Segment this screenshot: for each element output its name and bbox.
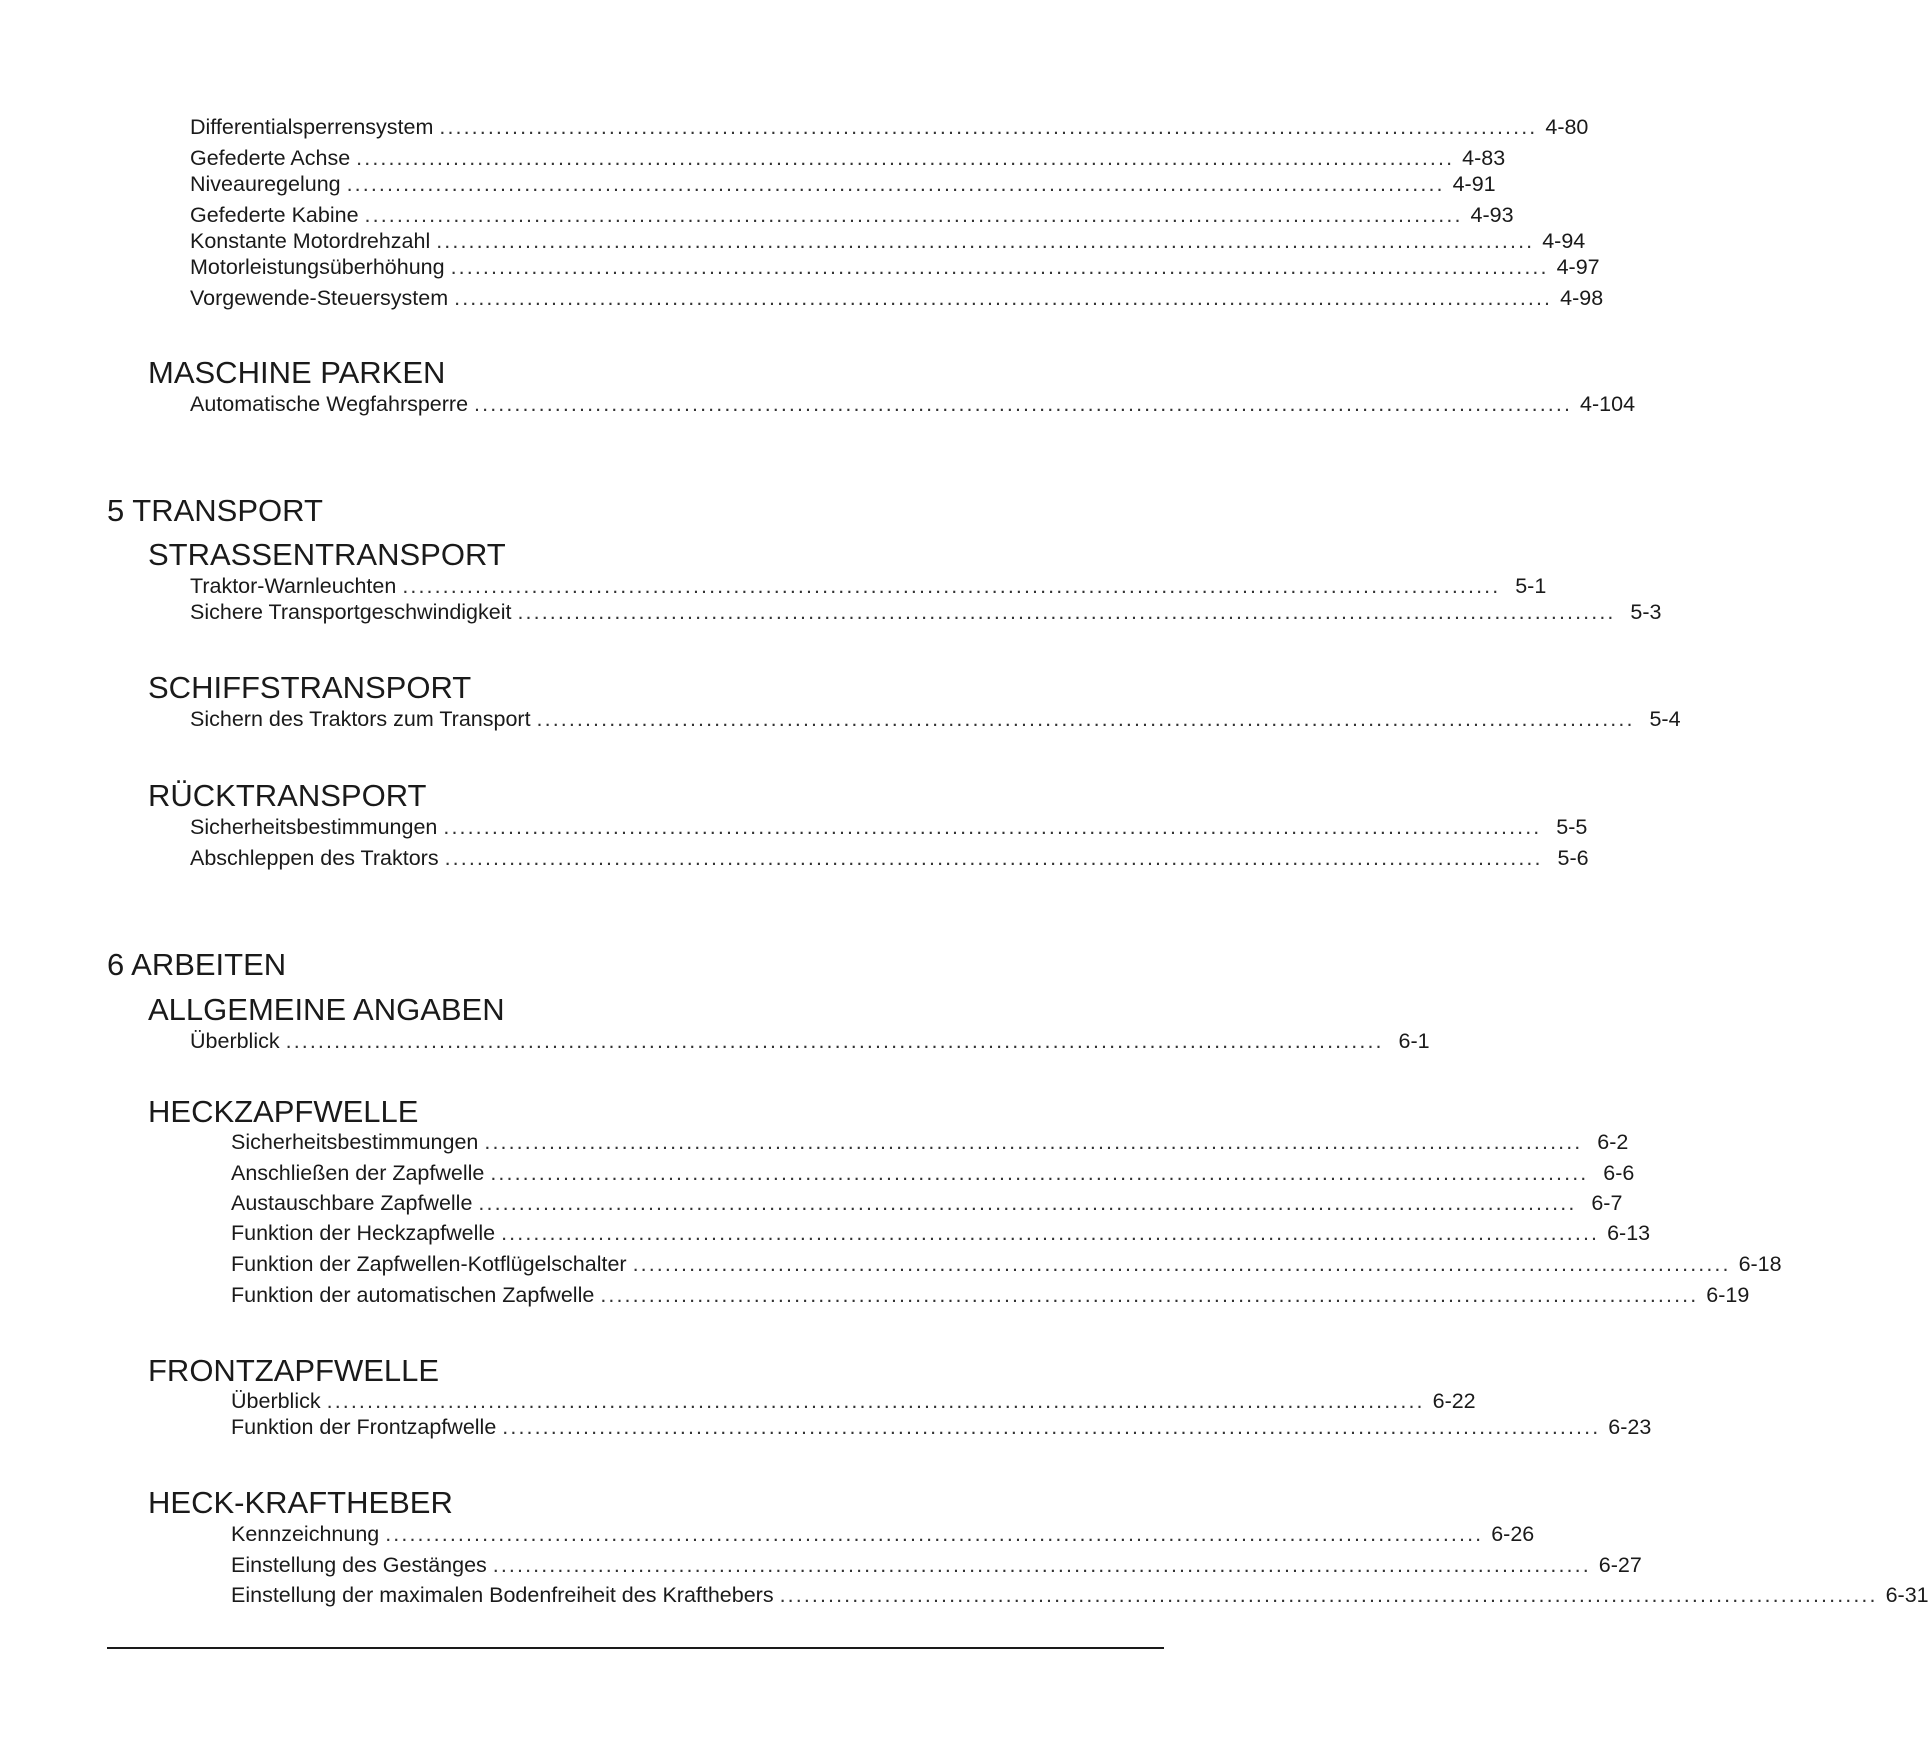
toc-page-number: 6-23 — [1608, 1415, 1652, 1439]
section-heading: HECKZAPFWELLE — [148, 1094, 419, 1129]
dot-leader: ........................................................................................................................................ — [632, 1252, 1731, 1276]
toc-entry[interactable] — [231, 1280, 1750, 1310]
dot-leader: ........................................................................................................................................ — [402, 574, 1501, 598]
toc-page-number: 5-5 — [1556, 815, 1588, 839]
dot-leader: ........................................................................................................................................ — [478, 1191, 1577, 1215]
toc-entry-label: Gefederte Kabine — [190, 203, 359, 227]
chapter-heading: 6 ARBEITEN — [107, 947, 287, 982]
dot-leader: ........................................................................................................................................ — [439, 115, 1538, 139]
toc-entry-label: Vorgewende-Steuersystem — [190, 286, 449, 310]
dot-leader: ........................................................................................................................................ — [536, 707, 1635, 731]
toc-page-number: 4-98 — [1560, 286, 1604, 310]
toc-entry[interactable] — [231, 1158, 1635, 1188]
toc-entry[interactable] — [190, 597, 1662, 627]
toc-entry-label: Kennzeichnung — [231, 1522, 380, 1546]
toc-entry[interactable] — [190, 283, 1604, 313]
toc-entry[interactable] — [231, 1519, 1535, 1549]
dot-leader: ........................................................................................................................................ — [502, 1415, 1601, 1439]
section-heading: ALLGEMEINE ANGABEN — [148, 992, 505, 1027]
toc-entry[interactable] — [231, 1412, 1652, 1442]
toc-page-number: 5-6 — [1557, 846, 1589, 870]
toc-entry[interactable] — [190, 252, 1600, 282]
dot-leader: ........................................................................................................................................ — [285, 1029, 1384, 1053]
chapter-heading: 5 TRANSPORT — [107, 493, 323, 528]
dot-leader: ........................................................................................................................................ — [346, 172, 1445, 196]
dot-leader: ........................................................................................................................................ — [364, 203, 1463, 227]
toc-entry-label: Differentialsperrensystem — [190, 115, 434, 139]
toc-page-number: 5-3 — [1630, 600, 1662, 624]
section-heading: HECK-KRAFTHEBER — [148, 1485, 453, 1520]
dot-leader: ........................................................................................................................................ — [484, 1130, 1583, 1154]
dot-leader: ........................................................................................................................................ — [454, 286, 1553, 310]
toc-entry-label: Abschleppen des Traktors — [190, 846, 439, 870]
dot-leader: ........................................................................................................................................ — [600, 1283, 1699, 1307]
toc-page-number: 6-31 — [1885, 1583, 1929, 1607]
toc-entry[interactable] — [231, 1218, 1651, 1248]
toc-entry-label: Traktor-Warnleuchten — [190, 574, 397, 598]
toc-entry-label: Gefederte Achse — [190, 146, 351, 170]
toc-entry[interactable] — [231, 1580, 1929, 1610]
toc-entry-label: Funktion der Heckzapfwelle — [231, 1221, 496, 1245]
toc-page-number: 6-6 — [1603, 1161, 1635, 1185]
toc-entry-label: Niveauregelung — [190, 172, 341, 196]
toc-page-number: 6-13 — [1607, 1221, 1651, 1245]
dot-leader: ........................................................................................................................................ — [436, 229, 1535, 253]
dot-leader: ........................................................................................................................................ — [444, 846, 1543, 870]
dot-leader: ........................................................................................................................................ — [450, 255, 1549, 279]
toc-page-number: 4-83 — [1462, 146, 1506, 170]
dot-leader: ........................................................................................................................................ — [474, 392, 1573, 416]
toc-entry[interactable] — [231, 1550, 1642, 1580]
toc-page-number: 5-4 — [1649, 707, 1681, 731]
dot-leader: ........................................................................................................................................ — [517, 600, 1616, 624]
dot-leader: ........................................................................................................................................ — [490, 1161, 1589, 1185]
toc-entry[interactable] — [190, 169, 1496, 199]
toc-page-number: 6-27 — [1598, 1553, 1642, 1577]
toc-entry[interactable] — [231, 1127, 1629, 1157]
toc-page-number: 4-80 — [1545, 115, 1589, 139]
toc-entry[interactable] — [190, 1026, 1430, 1056]
section-heading: FRONTZAPFWELLE — [148, 1353, 440, 1388]
toc-entry-label: Sicherheitsbestimmungen — [231, 1130, 479, 1154]
toc-page-number: 4-97 — [1556, 255, 1600, 279]
toc-page-number: 6-2 — [1597, 1130, 1629, 1154]
toc-entry-label: Überblick — [190, 1029, 280, 1053]
dot-leader: ........................................................................................................................................ — [501, 1221, 1600, 1245]
toc-entry-label: Konstante Motordrehzahl — [190, 229, 431, 253]
toc-page-number: 6-7 — [1591, 1191, 1623, 1215]
toc-page-number: 4-93 — [1470, 203, 1514, 227]
section-heading: RÜCKTRANSPORT — [148, 778, 427, 813]
toc-page-number: 6-26 — [1491, 1522, 1535, 1546]
toc-entry[interactable] — [231, 1188, 1623, 1218]
toc-entry[interactable] — [190, 812, 1588, 842]
toc-entry-label: Sichern des Traktors zum Transport — [190, 707, 531, 731]
dot-leader: ........................................................................................................................................ — [779, 1583, 1878, 1607]
section-heading: STRASSENTRANSPORT — [148, 537, 506, 572]
toc-entry[interactable] — [190, 389, 1636, 419]
toc-page-number: 6-22 — [1432, 1389, 1476, 1413]
toc-page-number: 5-1 — [1515, 574, 1547, 598]
toc-entry-label: Anschließen der Zapfwelle — [231, 1161, 485, 1185]
section-heading: MASCHINE PARKEN — [148, 355, 446, 390]
toc-page-number: 4-104 — [1580, 392, 1636, 416]
dot-leader: ........................................................................................................................................ — [492, 1553, 1591, 1577]
toc-page-number: 4-91 — [1452, 172, 1496, 196]
toc-entry[interactable] — [231, 1249, 1782, 1279]
toc-entry-label: Funktion der Frontzapfwelle — [231, 1415, 497, 1439]
section-heading: SCHIFFSTRANSPORT — [148, 670, 472, 705]
toc-entry[interactable] — [190, 704, 1681, 734]
toc-entry[interactable] — [190, 112, 1589, 142]
toc-entry-label: Sicherheitsbestimmungen — [190, 815, 438, 839]
toc-entry-label: Überblick — [231, 1389, 321, 1413]
toc-entry-label: Austauschbare Zapfwelle — [231, 1191, 473, 1215]
toc-entry-label: Einstellung der maximalen Bodenfreiheit des Krafthebers — [231, 1583, 774, 1607]
toc-entry-label: Automatische Wegfahrsperre — [190, 392, 469, 416]
toc-page-number: 4-94 — [1542, 229, 1586, 253]
footer-rule — [107, 1647, 1164, 1649]
toc-entry-label: Funktion der Zapfwellen-Kotflügelschalter — [231, 1252, 627, 1276]
toc-entry-label: Sichere Transportgeschwindigkeit — [190, 600, 512, 624]
toc-page-number: 6-1 — [1398, 1029, 1430, 1053]
dot-leader: ........................................................................................................................................ — [326, 1389, 1425, 1413]
dot-leader: ........................................................................................................................................ — [385, 1522, 1484, 1546]
toc-entry-label: Funktion der automatischen Zapfwelle — [231, 1283, 595, 1307]
toc-entry[interactable] — [190, 843, 1589, 873]
toc-entry-label: Einstellung des Gestänges — [231, 1553, 487, 1577]
dot-leader: ........................................................................................................................................ — [443, 815, 1542, 839]
toc-page-number: 6-19 — [1706, 1283, 1750, 1307]
toc-entry-label: Motorleistungsüberhöhung — [190, 255, 445, 279]
dot-leader: ........................................................................................................................................ — [356, 146, 1455, 170]
toc-page-number: 6-18 — [1738, 1252, 1782, 1276]
